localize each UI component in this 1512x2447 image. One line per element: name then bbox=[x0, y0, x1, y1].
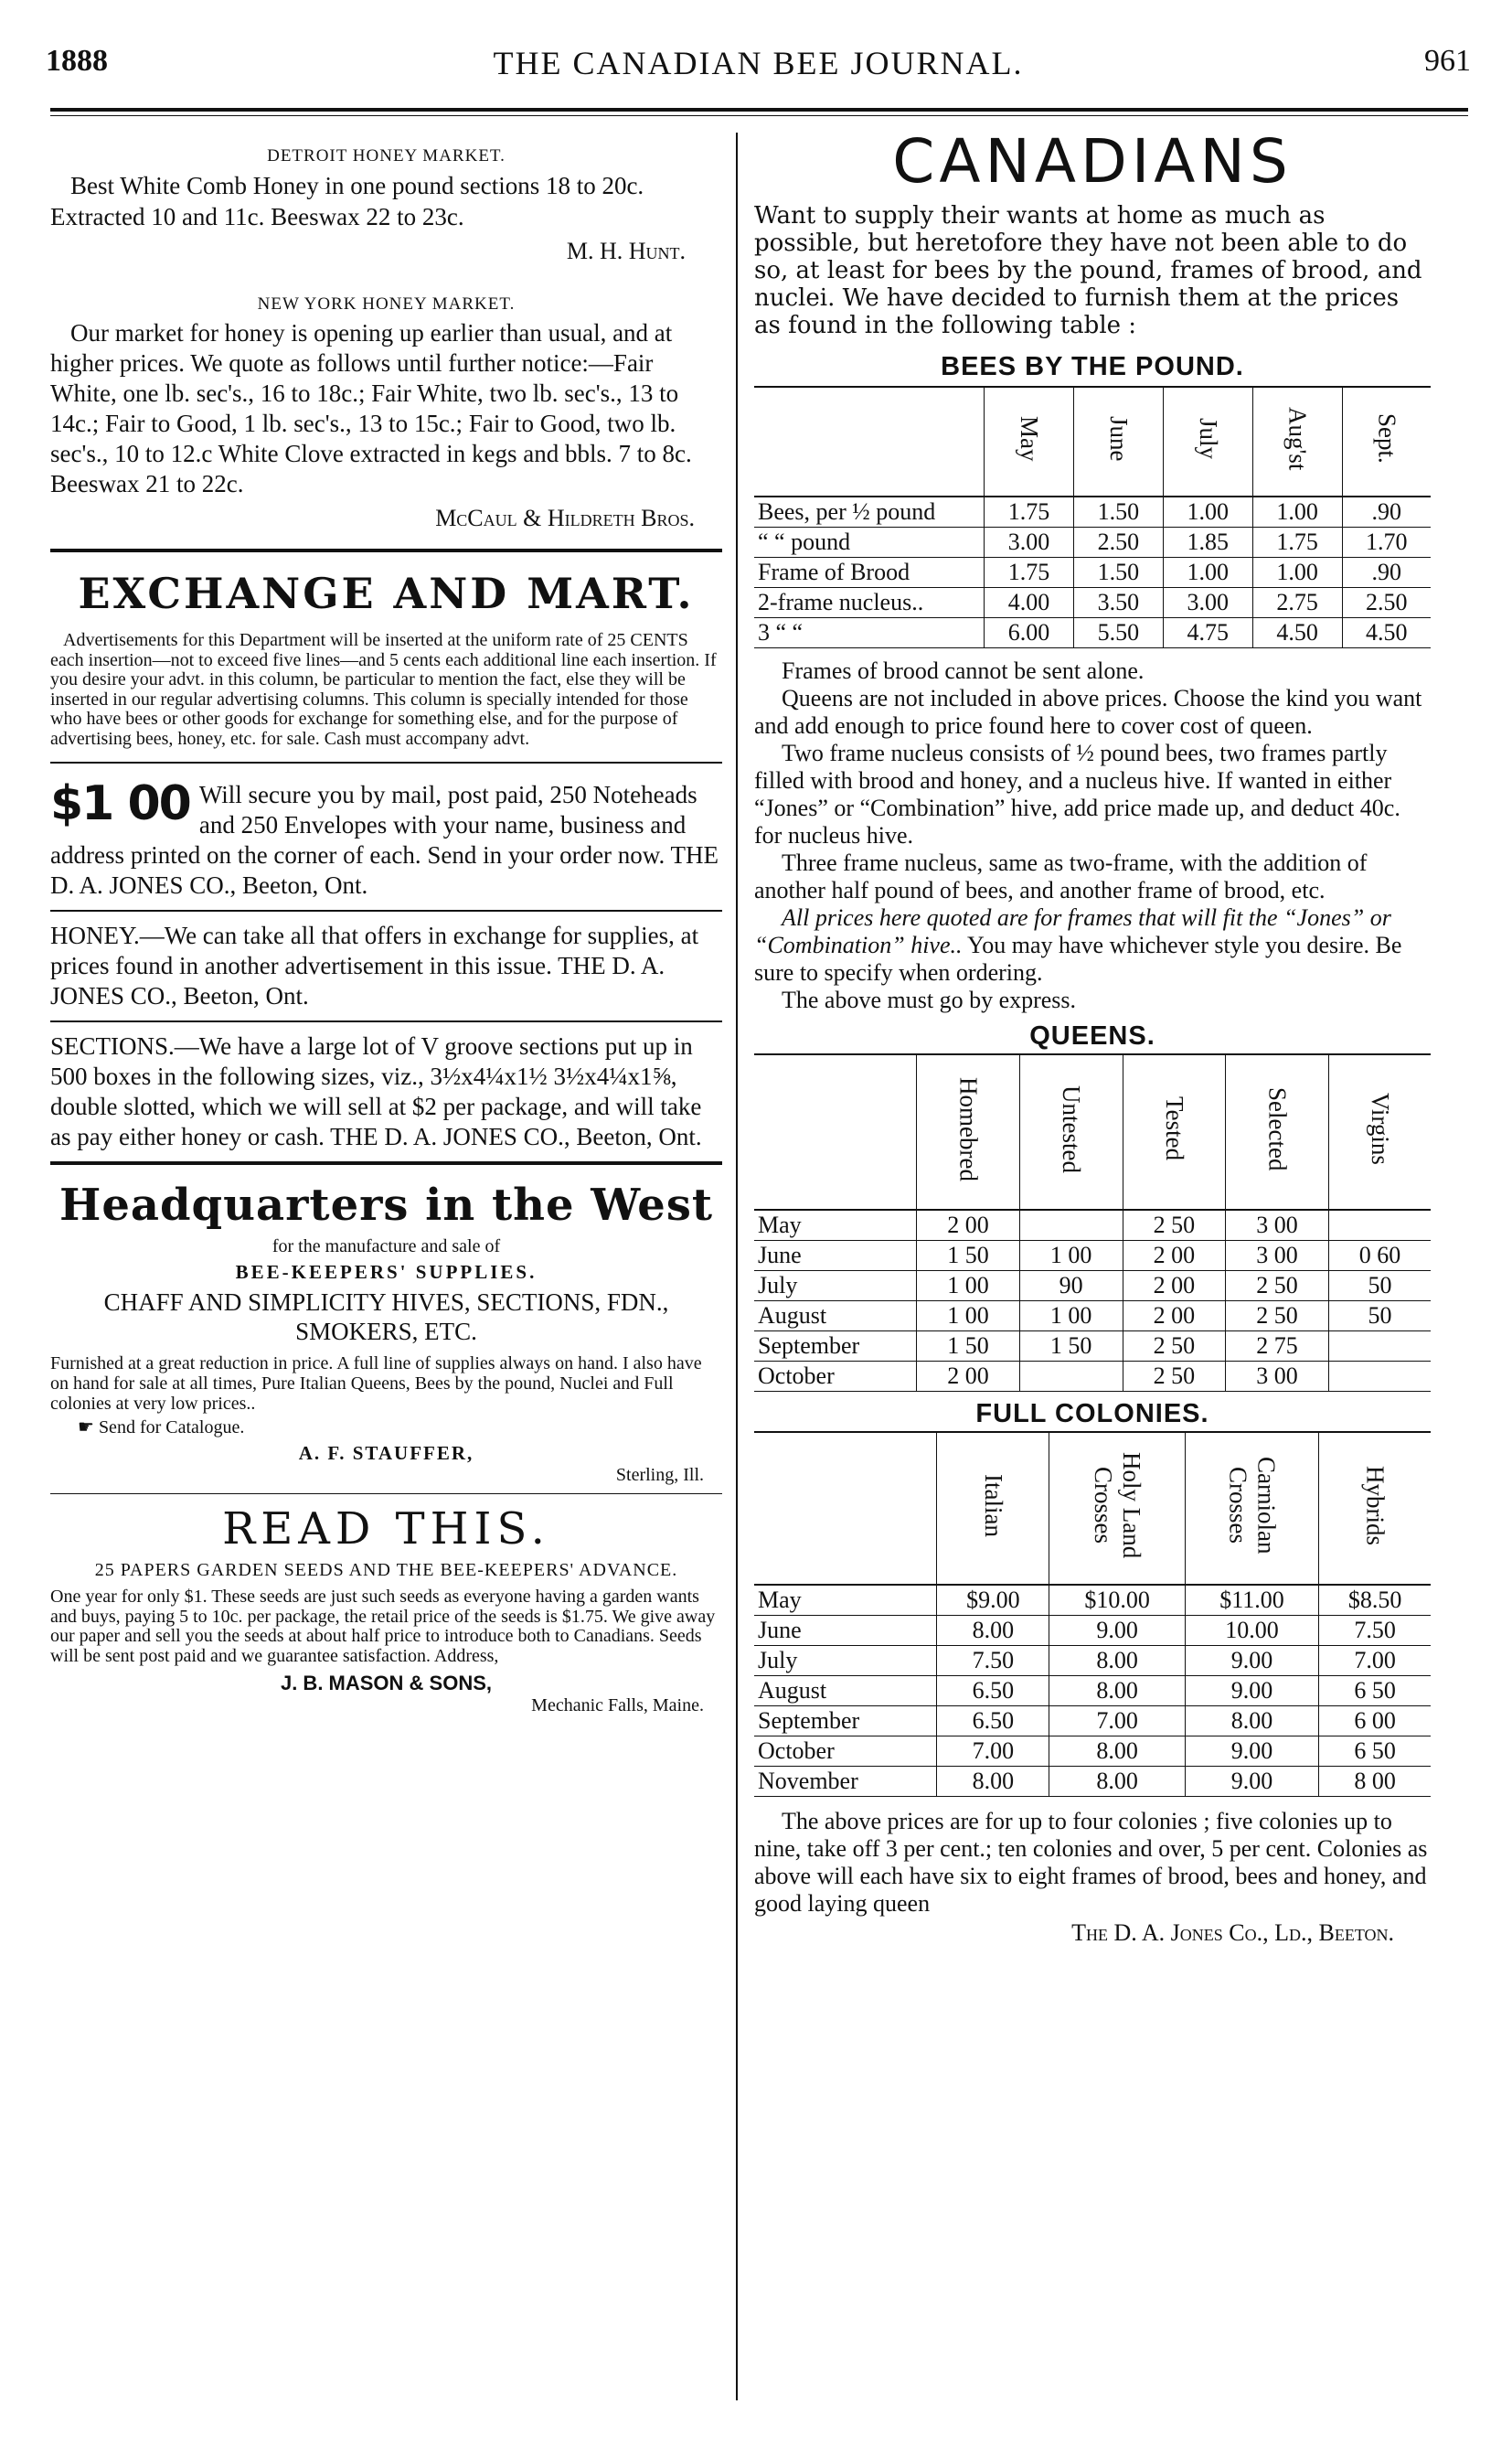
hq-line2: BEE-KEEPERS' SUPPLIES. bbox=[235, 1261, 538, 1283]
colonies-cell: 8.00 bbox=[1049, 1646, 1185, 1676]
ad-noteheads bbox=[50, 776, 722, 901]
table-row bbox=[754, 618, 1431, 648]
hq-line3: CHAFF AND SIMPLICITY HIVES, SECTIONS, FDN., SMOKERS, ETC. bbox=[103, 1288, 669, 1345]
section-rule bbox=[50, 1161, 722, 1165]
table-row bbox=[754, 1646, 1431, 1676]
queens-cell: 1 00 bbox=[917, 1301, 1020, 1331]
queens-cell: 1 50 bbox=[917, 1241, 1020, 1271]
hq-catalogue bbox=[78, 1416, 722, 1438]
ad-honey: HONEY.—We can take all that offers in exchange for supplies, at prices found in another advertisement in this issue. THE D. A. JONES CO., Beeton, Ont. bbox=[50, 922, 699, 1010]
queens-row-label: October bbox=[758, 1362, 835, 1389]
bees-cell: .90 bbox=[1342, 558, 1431, 588]
bees-cell: 4.00 bbox=[985, 588, 1074, 618]
table-row bbox=[754, 1271, 1431, 1301]
bees-cell: 5.50 bbox=[1073, 618, 1163, 648]
right-sign: The D. A. Jones Co., Ld., Beeton. bbox=[1071, 1919, 1394, 1946]
exchange-body: Advertisements for this Department will be inserted at the uniform rate of 25 CENTS each insertion—not to exceed five lines—and 5 cents each additional line each insertion. If you desire your advt. in this column, be particular to mention the fact, else they will be inserted in our regular advertising columns. This column is specially intended for those who have bees or other goods for exchange for something else, and for the purpose of advertising bees, honey, etc. for sale. Cash must accompany advt. bbox=[50, 630, 717, 749]
colonies-table-top-rule bbox=[754, 1431, 1431, 1433]
colonies-heading: FULL COLONIES. bbox=[975, 1399, 1209, 1428]
bees-heading: BEES BY THE POUND. bbox=[941, 352, 1244, 381]
colonies-col-header bbox=[1049, 1433, 1185, 1585]
colonies-cell: 6 00 bbox=[1319, 1706, 1431, 1736]
table-row bbox=[754, 588, 1431, 618]
ad-read-this bbox=[50, 1503, 722, 1716]
ad-noteheads-body: Will secure you by mail, post paid, 250 Noteheads and 250 Envelopes with your name, business and address printed on the corner of each. Send in your order now. THE D. A. JONES CO., Beeton, Ont. bbox=[50, 781, 719, 899]
queens-cell: 1 00 bbox=[1019, 1241, 1123, 1271]
table-row bbox=[754, 1706, 1431, 1736]
table-row bbox=[754, 1736, 1431, 1767]
queens-col-header bbox=[1019, 1055, 1123, 1210]
colonies-row-label: November bbox=[758, 1768, 858, 1794]
hq-title: Headquarters in the West bbox=[59, 1180, 714, 1231]
colonies-row-label: May bbox=[758, 1587, 802, 1613]
table-row bbox=[754, 1616, 1431, 1646]
newyork-sign: McCaul & Hildreth Bros. bbox=[435, 505, 695, 531]
queens-col-label: Selected bbox=[1263, 1086, 1292, 1171]
bees-row-label: 2-frame nucleus.. bbox=[758, 589, 924, 615]
ad-sections: SECTIONS.—We have a large lot of V groove sections put up in 500 boxes in the following sizes, viz., 3½x4¼x1½ 3½x4¼x1⅝, double slotted, which we will sell at $2 per package, and will take as pay either honey or cash. THE D. A. JONES CO., Beeton, Ont. bbox=[50, 1032, 702, 1150]
colonies-footer: The above prices are for up to four colonies ; five colonies up to nine, take off 3 per cent.; ten colonies and over, 5 per cent. Colonies as above will each have six to eight frames of brood, bees and honey, and good laying queen bbox=[754, 1808, 1428, 1917]
newyork-body: Our market for honey is opening up earlier than usual, and at higher prices. We quote as follows until further notice:—Fair White, one lb. sec's., 16 to 18c.; Fair White, two lb. sec's., 13 to 14c.; Fair to Good, 1 lb. sec's., 13 to 15c.; Fair to Good, two lb. sec's., 10 to 12.c White Clove extracted in kegs and bbls. 7 to 8c. Beeswax 21 to 22c. bbox=[50, 319, 692, 497]
section-rule bbox=[50, 910, 722, 912]
bees-cell: 2.75 bbox=[1252, 588, 1342, 618]
colonies-col-label: Hybrids bbox=[1361, 1465, 1390, 1545]
header-title: THE CANADIAN BEE JOURNAL. bbox=[493, 45, 1024, 81]
table-row bbox=[754, 1767, 1431, 1797]
queens-row-label: August bbox=[758, 1302, 827, 1329]
bees-cell: 3.00 bbox=[985, 528, 1074, 558]
note-1: Frames of brood cannot be sent alone. bbox=[782, 657, 1145, 684]
queens-cell: 2 00 bbox=[1123, 1271, 1226, 1301]
colonies-cell: 8.00 bbox=[1049, 1676, 1185, 1706]
colonies-row-label: June bbox=[758, 1617, 802, 1643]
bees-cell: 1.50 bbox=[1073, 558, 1163, 588]
colonies-cell: 10.00 bbox=[1185, 1616, 1319, 1646]
bees-col-label: Sept. bbox=[1373, 413, 1401, 464]
queens-cell: 90 bbox=[1019, 1271, 1123, 1301]
bees-cell: 4.75 bbox=[1163, 618, 1252, 648]
bees-cell: 2.50 bbox=[1342, 588, 1431, 618]
queens-cell: 3 00 bbox=[1226, 1210, 1329, 1241]
column-divider bbox=[736, 133, 738, 2400]
queens-cell: 2 00 bbox=[1123, 1301, 1226, 1331]
newyork-heading: NEW YORK HONEY MARKET. bbox=[257, 294, 516, 314]
hq-body: Furnished at a great reduction in price. A full line of supplies always on hand. I also have on hand for sale at all times, Pure Italian Queens, Bees by the pound, Nuclei and Full colonies at very low prices.. bbox=[50, 1353, 702, 1414]
queens-col-header bbox=[1328, 1055, 1431, 1210]
bees-table-top-rule bbox=[754, 386, 1431, 388]
queens-col-header bbox=[1123, 1055, 1226, 1210]
colonies-cell: $10.00 bbox=[1049, 1585, 1185, 1616]
read-title: READ THIS. bbox=[222, 1503, 550, 1555]
queens-cell: 2 50 bbox=[1226, 1301, 1329, 1331]
colonies-cell: 7.00 bbox=[937, 1736, 1049, 1767]
note-5 bbox=[754, 904, 1431, 987]
bees-notes bbox=[754, 657, 1431, 1014]
read-sign: J. B. MASON & SONS, bbox=[280, 1672, 493, 1694]
colonies-col-header bbox=[937, 1433, 1049, 1585]
colonies-cell: 8.00 bbox=[1185, 1706, 1319, 1736]
bees-col-header bbox=[1163, 388, 1252, 497]
queens-cell: 1 00 bbox=[1019, 1301, 1123, 1331]
ad-price: $1 00 bbox=[50, 776, 190, 831]
bees-cell: 1.70 bbox=[1342, 528, 1431, 558]
queens-cell bbox=[1019, 1210, 1123, 1241]
bees-cell: 4.50 bbox=[1342, 618, 1431, 648]
queens-cell bbox=[1019, 1362, 1123, 1392]
bees-row-label: Bees, per ½ pound bbox=[758, 498, 936, 525]
queens-cell: 2 00 bbox=[917, 1210, 1020, 1241]
canadians-intro: Want to supply their wants at home as much as possible, but heretofore they have not been able to do so, at least for bees by the pound, frames of brood, and nuclei. We have decided to furnish them at the prices as found in the following table : bbox=[754, 202, 1422, 339]
note-4: Three frame nucleus, same as two-frame, with the addition of another half pound of bees, and another frame of brood, etc. bbox=[754, 850, 1368, 903]
bees-col-header bbox=[1342, 388, 1431, 497]
table-row bbox=[754, 1585, 1431, 1616]
bees-cell: 1.00 bbox=[1252, 497, 1342, 528]
bees-col-label: Aug'st bbox=[1283, 406, 1312, 471]
read-place: Mechanic Falls, Maine. bbox=[531, 1695, 704, 1715]
colonies-cell: 8.00 bbox=[1049, 1736, 1185, 1767]
queens-col-header bbox=[1226, 1055, 1329, 1210]
queens-cell: 2 50 bbox=[1123, 1331, 1226, 1362]
colonies-cell: 9.00 bbox=[1185, 1646, 1319, 1676]
colonies-cell: 9.00 bbox=[1185, 1767, 1319, 1797]
colonies-corner bbox=[754, 1433, 937, 1585]
colonies-cell: $11.00 bbox=[1185, 1585, 1319, 1616]
hq-catalogue-text: Send for Catalogue. bbox=[98, 1417, 245, 1437]
header-page-number: 961 bbox=[1424, 44, 1471, 78]
canadians-title: CANADIANS bbox=[892, 126, 1293, 197]
bees-col-label: June bbox=[1104, 415, 1133, 462]
colonies-row-label: July bbox=[758, 1647, 798, 1673]
bees-col-header bbox=[1252, 388, 1342, 497]
colonies-cell: $9.00 bbox=[937, 1585, 1049, 1616]
colonies-cell: 8.00 bbox=[937, 1767, 1049, 1797]
table-row bbox=[754, 1362, 1431, 1392]
queens-cell: 1 00 bbox=[917, 1271, 1020, 1301]
bees-cell: .90 bbox=[1342, 497, 1431, 528]
pointing-hand-icon: ☛ bbox=[78, 1417, 99, 1437]
queens-col-header bbox=[917, 1055, 1020, 1210]
hq-place: Sterling, Ill. bbox=[615, 1465, 704, 1485]
right-column bbox=[754, 126, 1431, 1947]
queens-cell: 2 50 bbox=[1226, 1271, 1329, 1301]
queens-col-label: Virgins bbox=[1366, 1093, 1394, 1165]
header-rule bbox=[50, 108, 1468, 112]
bees-col-label: May bbox=[1016, 415, 1044, 462]
bees-cell: 4.50 bbox=[1252, 618, 1342, 648]
queens-row-label: July bbox=[758, 1272, 798, 1298]
table-row bbox=[754, 1301, 1431, 1331]
hq-sign: A. F. STAUFFER, bbox=[298, 1442, 474, 1464]
queens-corner bbox=[754, 1055, 917, 1210]
queens-col-label: Tested bbox=[1160, 1096, 1188, 1161]
colonies-price-table bbox=[754, 1433, 1431, 1797]
bees-cell: 1.75 bbox=[985, 558, 1074, 588]
queens-table-top-rule bbox=[754, 1053, 1431, 1055]
queens-cell bbox=[1328, 1331, 1431, 1362]
queens-cell: 2 75 bbox=[1226, 1331, 1329, 1362]
queens-cell: 2 50 bbox=[1123, 1210, 1226, 1241]
detroit-sign: M. H. Hunt. bbox=[566, 238, 686, 264]
colonies-cell: 9.00 bbox=[1185, 1736, 1319, 1767]
note-3: Two frame nucleus consists of ½ pound bees, two frames partly filled with brood and honey, and a nucleus hive. If wanted in either “Jones” or “Combination” hive, add price made up, and deduct 40c. for nucleus hive. bbox=[754, 740, 1400, 849]
section-rule bbox=[50, 549, 722, 552]
colonies-cell: 9.00 bbox=[1185, 1676, 1319, 1706]
bees-cell: 1.85 bbox=[1163, 528, 1252, 558]
colonies-col-label: Holy Land Crosses bbox=[1090, 1451, 1146, 1559]
queens-col-label: Homebred bbox=[954, 1076, 983, 1181]
page-header bbox=[46, 44, 1471, 99]
colonies-cell: 7.00 bbox=[1049, 1706, 1185, 1736]
colonies-cell: 7.50 bbox=[1319, 1616, 1431, 1646]
queens-cell: 2 00 bbox=[917, 1362, 1020, 1392]
colonies-col-header bbox=[1319, 1433, 1431, 1585]
left-column bbox=[50, 146, 722, 1716]
colonies-col-header bbox=[1185, 1433, 1319, 1585]
bees-cell: 1.50 bbox=[1073, 497, 1163, 528]
bees-cell: 2.50 bbox=[1073, 528, 1163, 558]
header-year: 1888 bbox=[46, 44, 108, 78]
queens-cell bbox=[1328, 1362, 1431, 1392]
queens-cell: 0 60 bbox=[1328, 1241, 1431, 1271]
queens-heading: QUEENS. bbox=[1029, 1021, 1155, 1051]
bees-cell: 1.75 bbox=[1252, 528, 1342, 558]
bees-col-header bbox=[1073, 388, 1163, 497]
detroit-market bbox=[50, 146, 722, 265]
table-row bbox=[754, 1210, 1431, 1241]
table-row bbox=[754, 497, 1431, 528]
table-row bbox=[754, 1241, 1431, 1271]
section-rule bbox=[50, 1493, 722, 1494]
queens-row-label: June bbox=[758, 1242, 802, 1268]
colonies-col-label: Italian bbox=[979, 1473, 1007, 1537]
colonies-col-label: Carniolan Crosses bbox=[1224, 1456, 1281, 1555]
queens-row-label: September bbox=[758, 1332, 860, 1359]
queens-cell: 50 bbox=[1328, 1271, 1431, 1301]
note-2: Queens are not included in above prices. Choose the kind you want and add enough to price found here to cover cost of queen. bbox=[754, 685, 1422, 739]
read-body: One year for only $1. These seeds are just such seeds as everyone having a garden wants and buys, paying 5 to 10c. per package, the retail price of the seeds is $1.75. We give away our paper and sell you the seeds at about half price to introduce both to Canadians. Seeds will be sent post paid and we guarantee satisfaction. Address, bbox=[50, 1587, 716, 1666]
note-5-italic: All prices here quoted are for frames that will fit the “Jones” or “Combination” hive.. bbox=[754, 904, 1391, 958]
bees-cell: 1.00 bbox=[1252, 558, 1342, 588]
exchange-and-mart bbox=[50, 569, 722, 749]
queens-cell: 3 00 bbox=[1226, 1362, 1329, 1392]
bees-row-label: “ “ pound bbox=[758, 529, 851, 555]
queens-cell bbox=[1328, 1210, 1431, 1241]
colonies-row-label: October bbox=[758, 1737, 835, 1764]
detroit-heading: DETROIT HONEY MARKET. bbox=[267, 146, 506, 166]
table-row bbox=[754, 1331, 1431, 1362]
bees-row-label: Frame of Brood bbox=[758, 559, 910, 585]
colonies-cell: 6 50 bbox=[1319, 1736, 1431, 1767]
newyork-market bbox=[50, 294, 722, 532]
colonies-cell: 8.00 bbox=[1049, 1767, 1185, 1797]
table-row bbox=[754, 528, 1431, 558]
exchange-title: EXCHANGE AND MART. bbox=[78, 569, 695, 618]
table-row bbox=[754, 1676, 1431, 1706]
bees-cell: 6.00 bbox=[985, 618, 1074, 648]
colonies-cell: 6.50 bbox=[937, 1676, 1049, 1706]
section-rule bbox=[50, 1020, 722, 1022]
queens-row-label: May bbox=[758, 1212, 802, 1238]
queens-cell: 50 bbox=[1328, 1301, 1431, 1331]
bees-col-header bbox=[985, 388, 1074, 497]
colonies-cell: 7.50 bbox=[937, 1646, 1049, 1676]
colonies-row-label: August bbox=[758, 1677, 827, 1704]
colonies-cell: 8.00 bbox=[937, 1616, 1049, 1646]
colonies-cell: 7.00 bbox=[1319, 1646, 1431, 1676]
queens-price-table bbox=[754, 1055, 1431, 1392]
read-sub: 25 PAPERS GARDEN SEEDS AND THE BEE-KEEPERS' ADVANCE. bbox=[94, 1560, 678, 1580]
section-rule bbox=[50, 762, 722, 764]
bees-cell: 3.50 bbox=[1073, 588, 1163, 618]
queens-cell: 1 50 bbox=[917, 1331, 1020, 1362]
hq-line1: for the manufacture and sale of bbox=[272, 1236, 501, 1256]
queens-cell: 2 00 bbox=[1123, 1241, 1226, 1271]
note-express: The above must go by express. bbox=[782, 987, 1077, 1013]
header-rule-thin bbox=[50, 115, 1468, 116]
ad-headquarters bbox=[50, 1180, 722, 1486]
colonies-cell: 6.50 bbox=[937, 1706, 1049, 1736]
table-row bbox=[754, 558, 1431, 588]
bees-cell: 1.00 bbox=[1163, 497, 1252, 528]
colonies-cell: 6 50 bbox=[1319, 1676, 1431, 1706]
queens-cell: 3 00 bbox=[1226, 1241, 1329, 1271]
bees-price-table bbox=[754, 388, 1431, 648]
colonies-row-label: September bbox=[758, 1707, 860, 1734]
bees-cell: 1.75 bbox=[985, 497, 1074, 528]
queens-col-label: Untested bbox=[1058, 1085, 1086, 1173]
bees-col-label: July bbox=[1194, 417, 1222, 459]
queens-cell: 2 50 bbox=[1123, 1362, 1226, 1392]
bees-cell: 3.00 bbox=[1163, 588, 1252, 618]
bees-cell: 1.00 bbox=[1163, 558, 1252, 588]
detroit-body: Best White Comb Honey in one pound sections 18 to 20c. Extracted 10 and 11c. Beeswax 22 to 23c. bbox=[50, 172, 644, 230]
bees-row-label: 3 “ “ bbox=[758, 619, 804, 646]
queens-cell: 1 50 bbox=[1019, 1331, 1123, 1362]
bees-corner bbox=[754, 388, 985, 497]
note-5-tail: You may have whichever style you desire. Be sure to specify when ordering. bbox=[754, 932, 1402, 986]
colonies-cell: 9.00 bbox=[1049, 1616, 1185, 1646]
colonies-cell: $8.50 bbox=[1319, 1585, 1431, 1616]
colonies-cell: 8 00 bbox=[1319, 1767, 1431, 1797]
